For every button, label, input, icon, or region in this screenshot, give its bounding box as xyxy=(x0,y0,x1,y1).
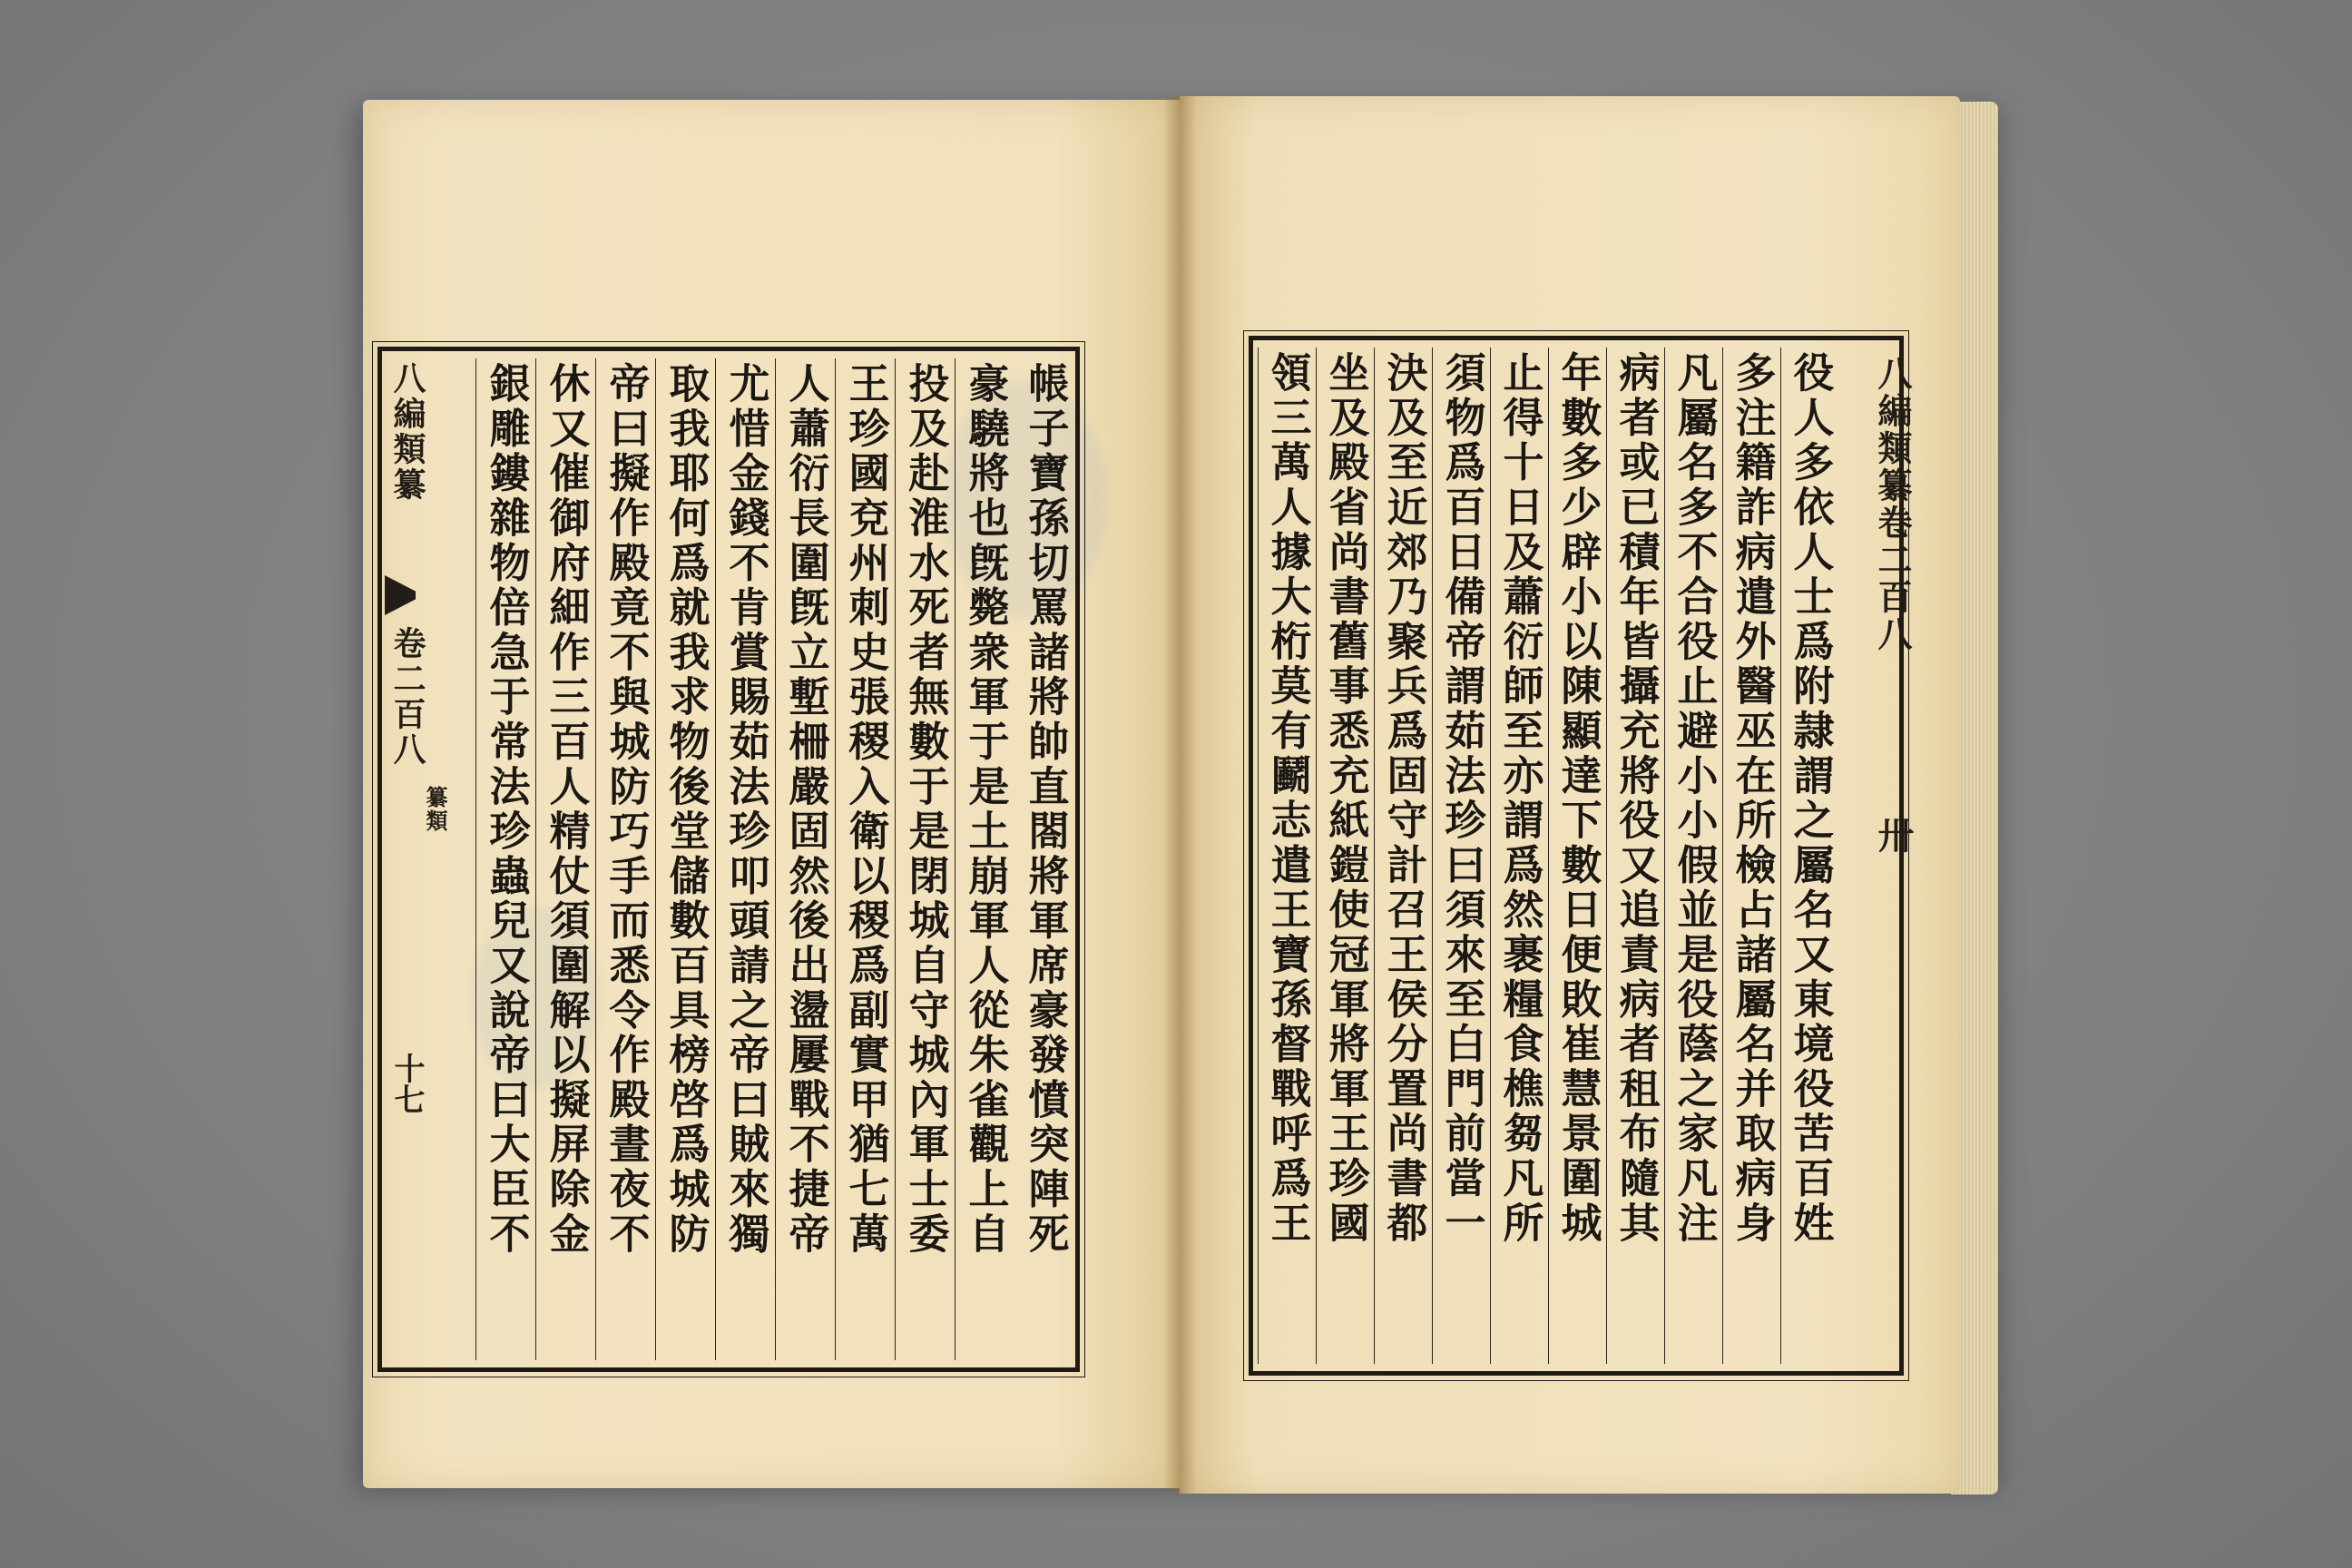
banxin-column xyxy=(381,358,476,1360)
text-column: 帝曰擬作殿竟不與城防巧手而悉令作殿晝夜不 xyxy=(595,358,656,1360)
text-column: 決及至近郊乃聚兵爲固守計召王侯分置尚書都 xyxy=(1374,348,1433,1364)
banxin-category: 纂類 xyxy=(422,786,448,833)
text-column: 帳子寶孫切罵諸將帥直閤將軍席豪發憤突陣死 xyxy=(1021,362,1070,1257)
left-text-frame xyxy=(377,347,1080,1372)
right-page-folio: 卅 xyxy=(1872,817,1915,853)
text-column: 年數多少辟小以陳顯達下數日便敗崔慧景圍城 xyxy=(1548,348,1607,1364)
header-column xyxy=(1839,348,1899,1364)
banxin-volume: 卷二百八 xyxy=(388,626,426,768)
banxin-folio: 十七 xyxy=(388,1053,425,1114)
banxin-title: 八編類纂 xyxy=(388,361,426,503)
text-column: 取我耶何爲就我求物後堂儲數百具榜啓爲城防 xyxy=(655,358,716,1360)
text-column: 坐及殿省尚書舊事悉充紙鎧使冠軍將軍王珍國 xyxy=(1316,348,1375,1364)
text-column: 須物爲百日備帝謂茹法珍曰須來至白門前當一 xyxy=(1432,348,1491,1364)
text-column: 休又催御府細作三百人精仗須圍解以擬屏除金 xyxy=(535,358,596,1360)
text-column: 多注籍詐病遣外醫巫在所檢占諸屬名并取病身 xyxy=(1722,348,1781,1364)
text-column: 凡屬名多不合役止避小小假並是役蔭之家凡注 xyxy=(1664,348,1723,1364)
text-column: 役人多依人士爲附隷謂之屬名又東境役苦百姓 xyxy=(1780,348,1839,1364)
text-column: 領三萬人據大桁莫有鬬志遣王寶孫督戰呼爲王 xyxy=(1258,348,1317,1364)
text-column: 尤惜金錢不肯賞賜茹法珍叩頭請之帝曰賊來獨 xyxy=(715,358,776,1360)
header-volume: 卷二百八 xyxy=(1872,505,1913,653)
text-column: 病者或已積年皆攝充將役又追責病者租布隨其 xyxy=(1606,348,1665,1364)
text-column: 王珍國兗州刺史張稷入衛以稷爲副實甲猶七萬 xyxy=(835,358,896,1360)
text-column: 豪驍將也旣斃衆軍于是土崩軍人從朱雀觀上自 xyxy=(955,358,1015,1360)
book-gutter xyxy=(1163,96,1196,1494)
text-column: 人蕭衍長圍旣立塹柵嚴固然後出盪屢戰不捷帝 xyxy=(775,358,836,1360)
text-column: 止得十日及蕭衍師至亦謂爲然裹糧食樵芻凡所 xyxy=(1490,348,1549,1364)
text-column: 投及赴淮水死者無數于是閉城自守城內軍士委 xyxy=(895,358,956,1360)
header-title: 八編類纂 xyxy=(1872,356,1913,505)
text-column: 銀雕鏤雜物倍急于常法珍蟲兒又說帝曰大臣不 xyxy=(475,358,536,1360)
right-text-frame xyxy=(1249,336,1904,1376)
